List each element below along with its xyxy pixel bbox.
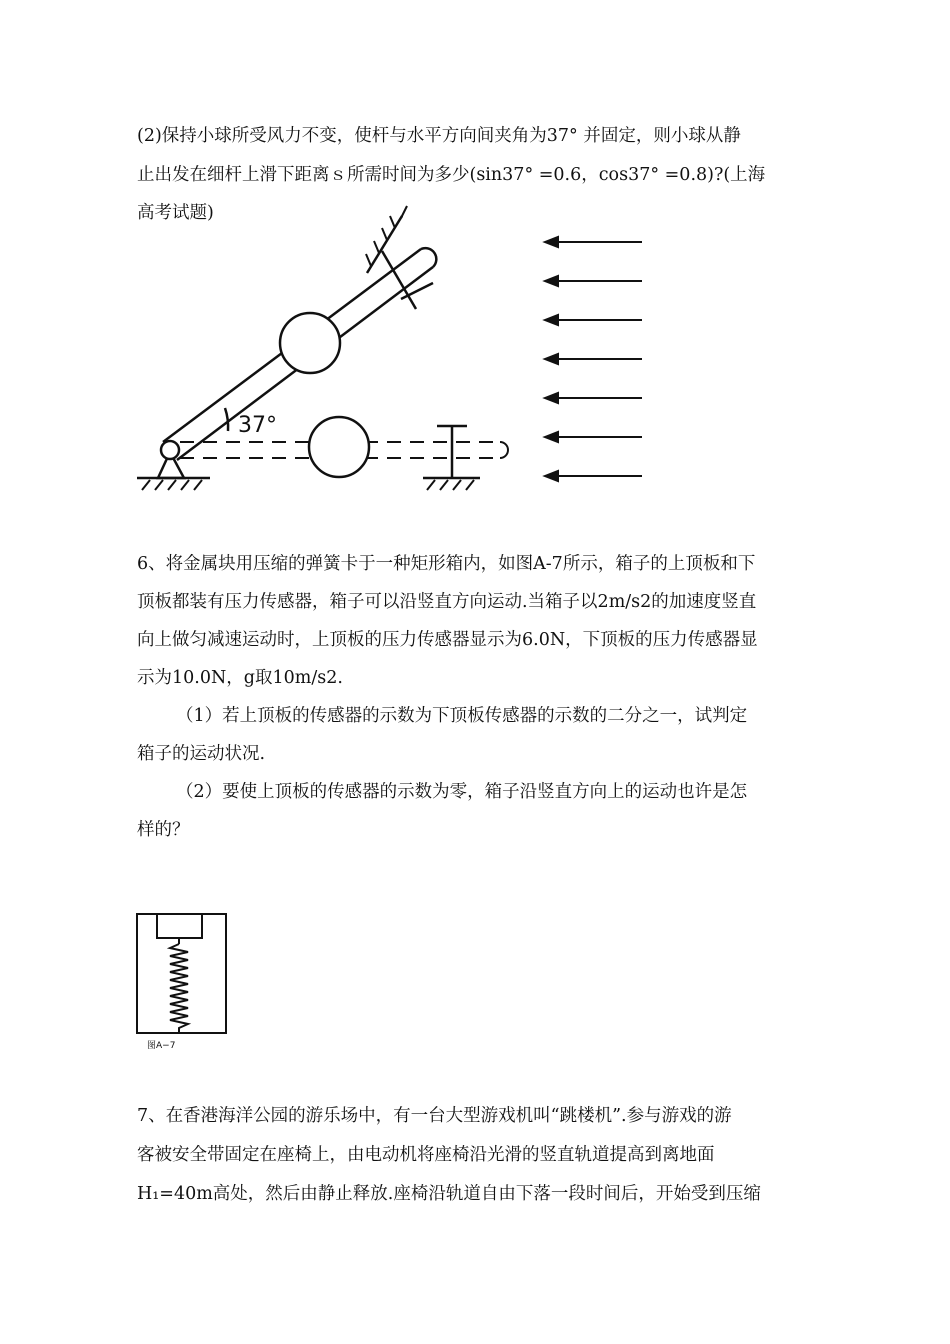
q6-sub1-line-2: 箱子的运动状况. <box>137 744 266 764</box>
q6-sub2-line-2: 样的？ <box>137 820 190 840</box>
spring <box>170 944 188 1033</box>
angle-label: 37° <box>238 413 277 438</box>
wind-arrows <box>545 237 642 481</box>
q6-sub1-line-1: （1）若上顶板的传感器的示数为下顶板传感器的示数的二分之一，试判定 <box>176 706 748 726</box>
ball-on-rod <box>280 313 340 373</box>
q6-sub2-line-1: （2）要使上顶板的传感器的示数为零，箱子沿竖直方向上的运动也许是怎 <box>176 782 748 802</box>
q6-line-3: 向上做匀减速运动时，上顶板的压力传感器显示为6.0N，下顶板的压力传感器显 <box>137 630 758 650</box>
angle-arc <box>225 408 228 431</box>
rod-cap <box>421 248 436 267</box>
q5-part2-line-3: 高考试题) <box>137 203 214 223</box>
q7-line-2: 客被安全带固定在座椅上，由电动机将座椅沿光滑的竖直轨道提高到离地面 <box>137 1145 715 1165</box>
q5-part2-line-1: (2)保持小球所受风力不变，使杆与水平方向间夹角为37° 并固定，则小球从静 <box>137 126 741 146</box>
ground-left-hatch <box>142 480 202 490</box>
pivot-circle <box>161 441 179 459</box>
ball-horizontal <box>309 417 369 477</box>
dashed-rod-cap <box>500 442 508 458</box>
q6-line-1: 6、将金属块用压缩的弹簧卡于一种矩形箱内，如图A-7所示，箱子的上顶板和下 <box>137 554 756 574</box>
metal-block <box>157 914 202 938</box>
figure-a7-caption: 图A−7 <box>147 1041 176 1051</box>
ground-right-hatch <box>427 480 474 490</box>
q5-part2-line-2: 止出发在细杆上滑下距离ｓ所需时间为多少(sin37° =0.6，cos37° =0.8)?(上海 <box>137 165 766 185</box>
upper-support <box>367 216 402 273</box>
q7-line-1: 7、在香港海洋公园的游乐场中，有一台大型游戏机叫“跳楼机”.参与游戏的游 <box>137 1106 732 1126</box>
q7-line-3: H₁=40m高处，然后由静止释放.座椅沿轨道自由下落一段时间后，开始受到压缩 <box>137 1184 761 1204</box>
q6-line-4: 示为10.0N，g取10m/s2. <box>137 668 343 688</box>
q6-line-2: 顶板都装有压力传感器，箱子可以沿竖直方向运动.当箱子以2m/s2的加速度竖直 <box>137 592 757 612</box>
